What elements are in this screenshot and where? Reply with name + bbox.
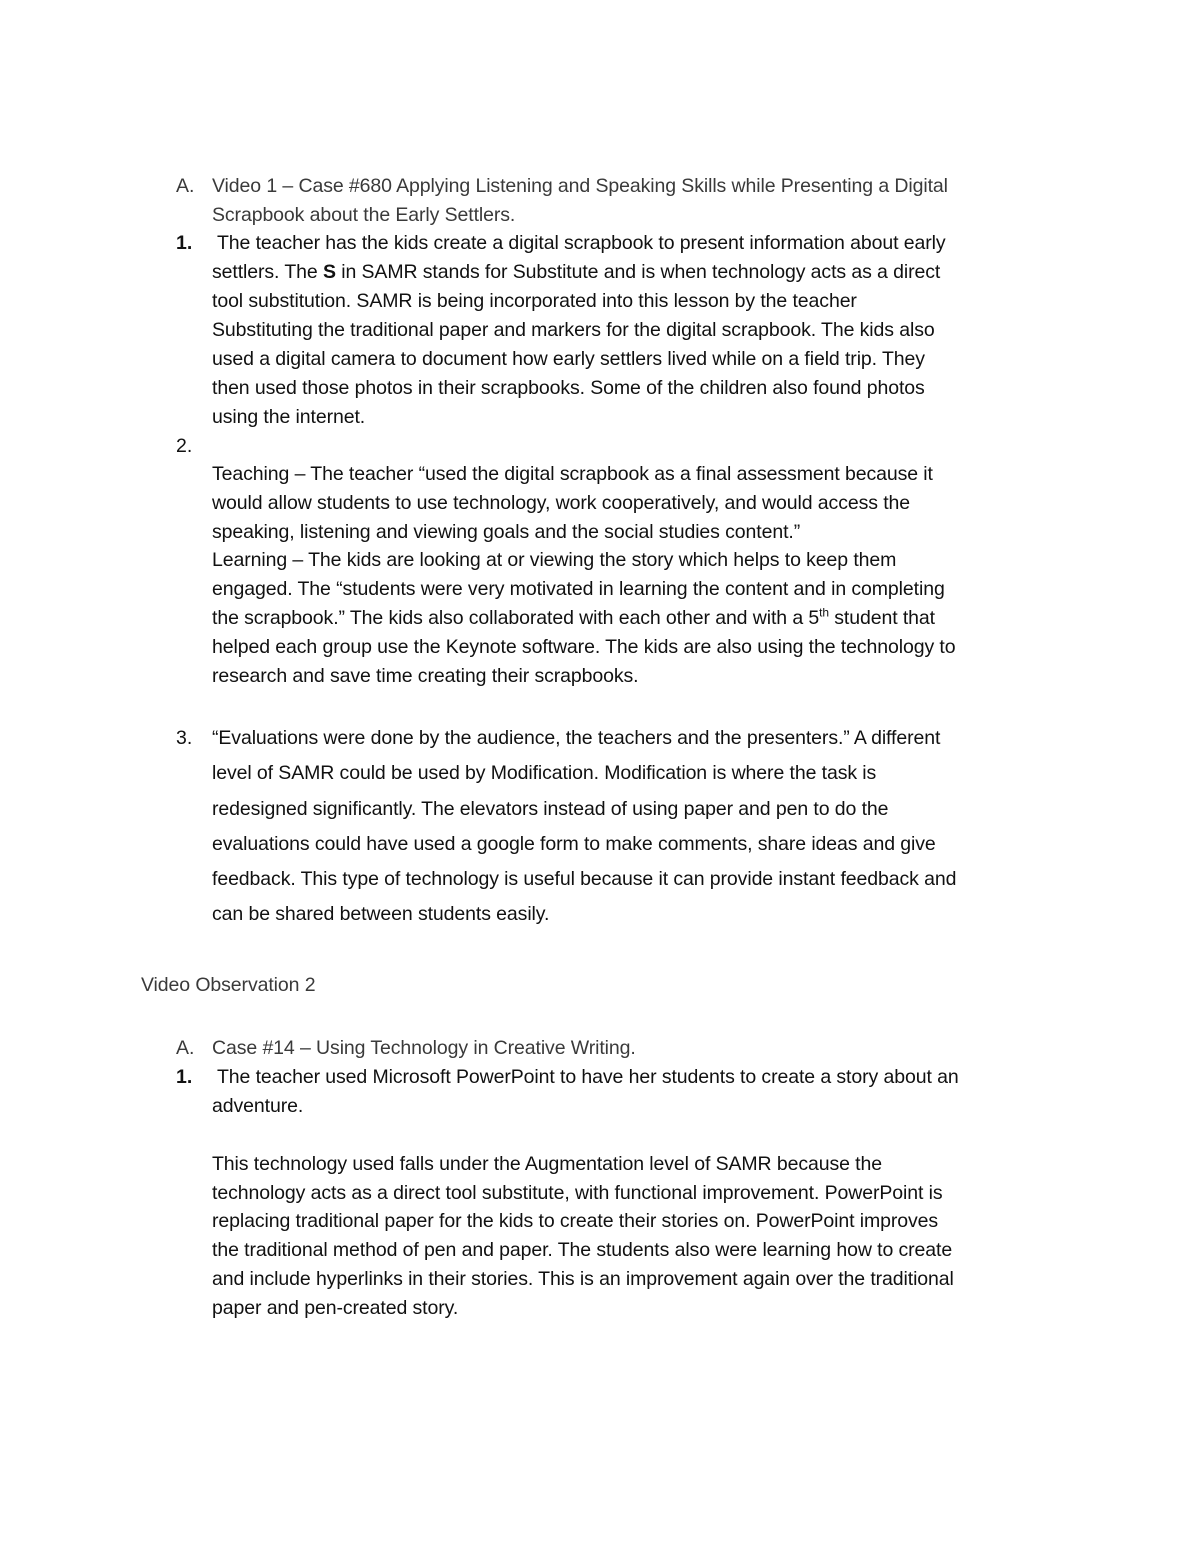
bold-letter: S — [322, 261, 336, 283]
paragraph-line: then used those photos in their scrapbooks. Some of the children also found photos — [212, 377, 925, 399]
paragraph-line: Learning – The kids are looking at or viewing the story which helps to keep them — [212, 549, 897, 571]
paragraph-line: engaged. The “students were very motivated in learning the content and in completing — [212, 578, 945, 600]
case-heading-line: Scrapbook about the Early Settlers. — [212, 204, 516, 226]
paragraph-line: paper and pen-created story. — [212, 1297, 459, 1319]
case-heading-line: Video 1 – Case #680 Applying Listening and Speaking Skills while Presenting a Digital — [212, 175, 948, 197]
case-heading: Case #14 – Using Technology in Creative Writing. — [212, 1037, 636, 1059]
list-marker-3: 3. — [176, 727, 193, 749]
paragraph-line: level of SAMR could be used by Modification. Modification is where the task is — [212, 762, 877, 784]
paragraph-line: the scrapbook.” The kids also collaborated with each other and with a 5th student that — [212, 605, 935, 629]
paragraph-line: “Evaluations were done by the audience, the teachers and the presenters.” A different — [212, 727, 941, 749]
list-marker-1: 1. — [176, 1066, 193, 1088]
paragraph-line: The teacher used Microsoft PowerPoint to have her students to create a story about an — [217, 1066, 959, 1088]
paragraph-line: adventure. — [212, 1095, 304, 1117]
paragraph-line: the traditional method of pen and paper. The students also were learning how to create — [212, 1239, 953, 1261]
paragraph-line: redesigned significantly. The elevators instead of using paper and pen to do the — [212, 798, 889, 820]
paragraph-line: evaluations could have used a google form to make comments, share ideas and give — [212, 833, 936, 855]
list-marker-a: A. — [176, 175, 195, 197]
list-marker-1: 1. — [176, 232, 193, 254]
paragraph-line: using the internet. — [212, 406, 366, 428]
paragraph-line: and include hyperlinks in their stories. This is an improvement again over the traditional — [212, 1268, 954, 1290]
list-marker-2: 2. — [176, 435, 193, 457]
paragraph-line: can be shared between students easily. — [212, 903, 550, 925]
paragraph-line: helped each group use the Keynote software. The kids are also using the technology to — [212, 636, 956, 658]
paragraph-line: replacing traditional paper for the kids to create their stories on. PowerPoint improves — [212, 1210, 939, 1232]
paragraph-line: feedback. This type of technology is useful because it can provide instant feedback and — [212, 868, 957, 890]
paragraph-line: research and save time creating their scrapbooks. — [212, 665, 639, 687]
superscript: th — [819, 605, 829, 620]
list-marker-a: A. — [176, 1037, 195, 1059]
paragraph-line: settlers. The S in SAMR stands for Substitute and is when technology acts as a direct — [212, 261, 941, 283]
section-title: Video Observation 2 — [141, 974, 316, 996]
paragraph-line: This technology used falls under the Augmentation level of SAMR because the — [212, 1153, 882, 1175]
paragraph-line: tool substitution. SAMR is being incorporated into this lesson by the teacher — [212, 290, 857, 312]
paragraph-line: would allow students to use technology, work cooperatively, and would access the — [212, 492, 911, 514]
paragraph-line: Substituting the traditional paper and markers for the digital scrapbook. The kids also — [212, 319, 935, 341]
paragraph-line: Teaching – The teacher “used the digital scrapbook as a final assessment because it — [212, 463, 933, 485]
paragraph-line: used a digital camera to document how early settlers lived while on a field trip. They — [212, 348, 925, 370]
paragraph-line: technology acts as a direct tool substitute, with functional improvement. PowerPoint is — [212, 1182, 943, 1204]
paragraph-line: speaking, listening and viewing goals and the social studies content.” — [212, 521, 801, 543]
paragraph-line: The teacher has the kids create a digital scrapbook to present information about early — [217, 232, 946, 254]
